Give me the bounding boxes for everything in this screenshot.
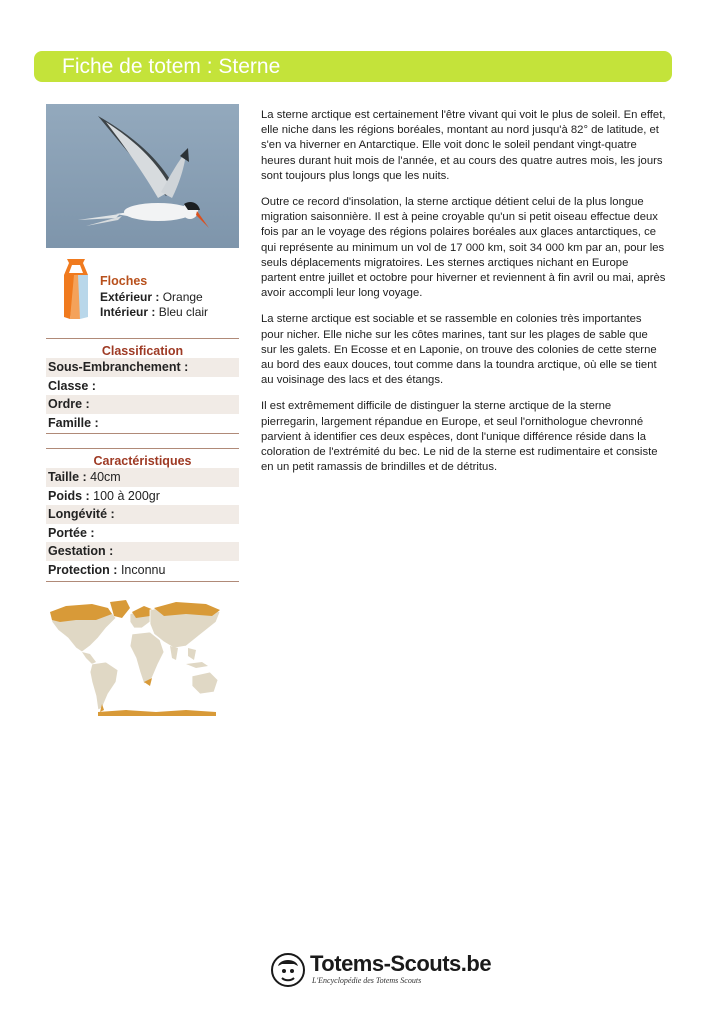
floches-info	[100, 274, 208, 320]
paragraph: Il est extrêmement difficile de distinguer la sterne arctique de la sterne pierregarin, largement répandue en Europe, et seul l'ornithologue chevronné parvient à identifier ces deux espèces, dont l'unique différence réside dans la coloration de l'extrémité du bec. Le nid de la sterne est rudimentaire et consiste en un petit ramassis de brindilles et de détritus.	[261, 400, 658, 474]
caracteristiques-row	[46, 487, 239, 506]
caracteristiques-row	[46, 524, 239, 543]
paragraph: Outre ce record d'insolation, la sterne arctique détient celui de la plus longue migration saisonnière. Il est à peine croyable qu'un si petit oiseau effectue deux fois par an le voyage des régions polaires boréales aux glaces antarctiques, ce qui représente au minimum un vol de 17 000 km, soit 34 000 km par an, pour les seuls déplacements migratoires. Les sternes arctiques nichant en Europe partent entre juillet et octobre pour hiverner et reviennent à fin avril ou mai, après avoir accompli leur long voyage.	[261, 196, 666, 300]
caracteristiques-section	[46, 448, 239, 582]
page-title: Fiche de totem : Sterne	[62, 55, 281, 78]
row-label: Gestation :	[48, 544, 114, 558]
classification-section	[46, 338, 239, 434]
floche-exterieur	[100, 290, 208, 305]
row-label: Taille :	[48, 470, 87, 484]
row-value: 100 à 200gr	[93, 488, 160, 503]
main-text	[261, 108, 666, 486]
row-value: 40cm	[90, 470, 121, 484]
floche-icon	[58, 257, 94, 323]
caracteristiques-title: Caractéristiques	[46, 448, 239, 468]
tern-illustration	[46, 104, 239, 248]
section-divider	[46, 581, 239, 582]
paragraph: La sterne arctique est certainement l'être vivant qui voit le plus de soleil. En effet, elle niche dans les régions boréales, montant au nord jusqu'à 82° de latitude, et s'en va hiverner en Antarctique. Elle voit donc le soleil pendant vingt-quatre heures durant huit mois de l'année, et au cours des quatre autres mois, les jours sont toujours plus longs que les nuits.	[261, 109, 666, 182]
row-label: Sous-Embranchement :	[48, 360, 189, 374]
classification-row	[46, 377, 239, 396]
floche-interieur	[100, 305, 208, 320]
row-value: Inconnu	[120, 562, 166, 577]
caracteristiques-row	[46, 505, 239, 524]
row-label: Portée :	[48, 525, 95, 540]
logo-title: Totems-Scouts.be	[310, 951, 492, 976]
row-label: Classe :	[48, 378, 96, 393]
distribution-map	[46, 598, 222, 716]
classification-row	[46, 395, 239, 414]
floches-title: Floches	[100, 274, 148, 288]
exterieur-value: Orange	[162, 290, 203, 304]
classification-title: Classification	[46, 338, 239, 358]
row-label: Protection :	[48, 562, 118, 577]
caracteristiques-row	[46, 542, 239, 561]
paragraph: La sterne arctique est sociable et se rassemble en colonies très importantes pour nicher. Elle niche sur les côtes marines, tant sur les plages de sable que sur les galets. En Ecosse et en Laponie, on trouve des colonies de cette sterne au bord des eaux douces, tout comme dans la toundra arctique, où elle se tient au voisinage des lacs et des étangs.	[261, 313, 657, 387]
row-label: Poids :	[48, 488, 90, 503]
title-bar	[34, 51, 672, 82]
row-label: Famille :	[48, 415, 99, 430]
row-label: Ordre :	[48, 397, 90, 411]
site-logo	[270, 950, 492, 992]
row-label: Longévité :	[48, 507, 115, 521]
logo-subtitle: L'Encyclopédie des Totems Scouts	[312, 976, 422, 985]
interieur-value: Bleu clair	[158, 305, 209, 319]
interieur-label: Intérieur :	[100, 305, 156, 319]
section-divider	[46, 433, 239, 434]
classification-row	[46, 358, 239, 377]
classification-row	[46, 414, 239, 433]
scout-mascot-icon	[270, 952, 306, 988]
caracteristiques-row	[46, 468, 239, 487]
tern-photo	[46, 104, 239, 248]
exterieur-label: Extérieur :	[100, 290, 160, 304]
caracteristiques-row	[46, 561, 239, 580]
